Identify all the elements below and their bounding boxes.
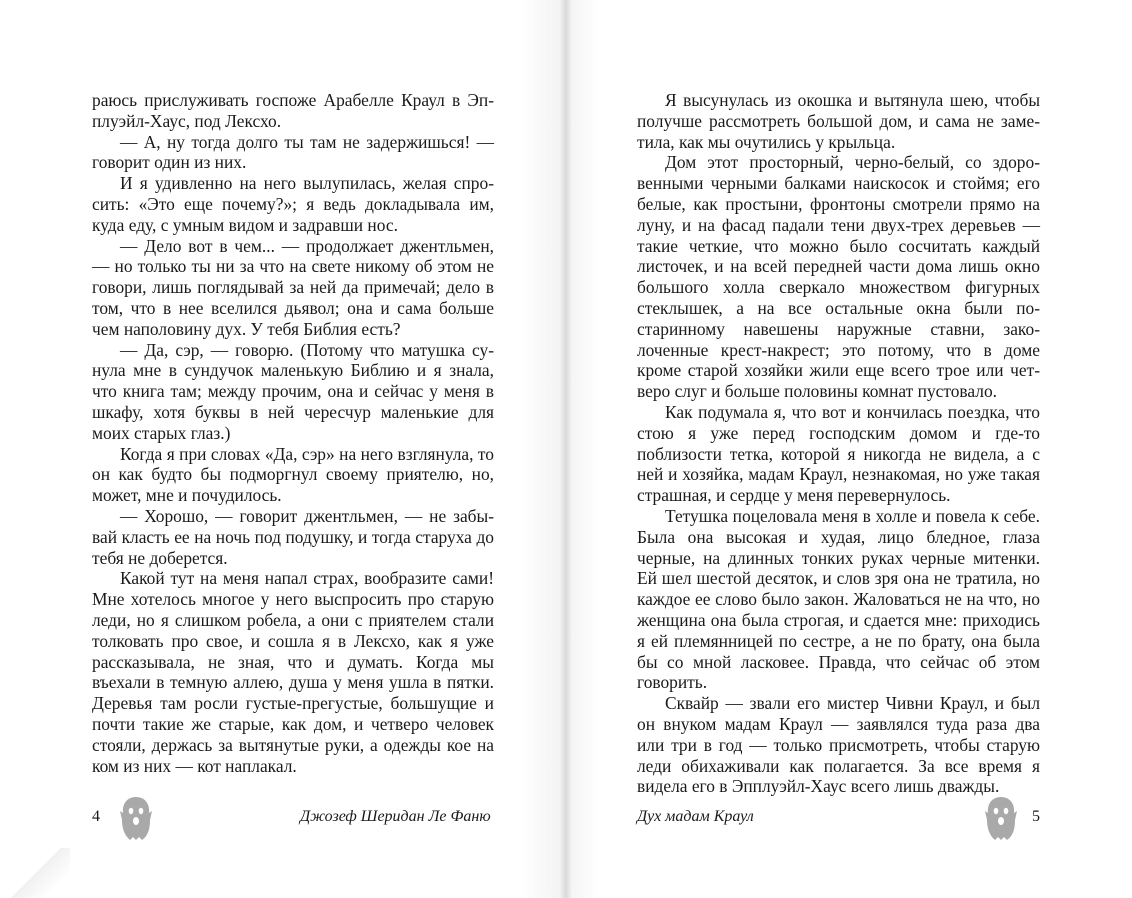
paragraph: Тетушка поцеловала меня в холле и повела к себе. Была она высокая и худая, лицо бледное, глаза черные, на длинных тонких руках черные митенки. Ей шел шестой десяток, и слов зря она не тратила, но каждое ее слово было закон. Жаловаться не на что, но женщина она была строгая, и сдается мне: приходись я ей племянницей по сестре, а не по брату, она была бы со мной ласковее. Правда, что сейчас об этом говорить. — [637, 505, 1040, 693]
left-running-title: Джозеф Шеридан Ле Фаню — [300, 808, 491, 825]
page-corner-shadow — [0, 848, 70, 898]
left-page-text — [92, 90, 494, 776]
paragraph: Дом этот просторный, черно-белый, со здоровенными черными балками наискосок и стоймя; его белые, как простыни, фронтоны смотрели прямо на луну, и на фасад падали тени двух-трех деревьев — такие четкие, что можно было сосчитать каждый листочек, и на всей передней части дома лишь окно большого холла сверкало множеством фигурных стеклышек, а на все остальные окна были по-старинному навешены наружные ставни, заколоченные крест-накрест; это потому, что в доме кроме старой хозяйки жили еще всего трое или четверо слуг и больше половины комнат пустовало. — [637, 152, 1040, 402]
paragraph: Какой тут на меня напал страх, вообразите сами! Мне хотелось многое у него выспросить про старую леди, но я слишком робела, а они с приятелем стали толковать про свое, и сошла я в Лексхо, как я уже рассказывала, не зная, что и думать. Когда мы въехали в темную аллею, душа у меня ушла в пятки. Деревья там росли густые-прегустые, большущие и почти такие же старые, как дом, и четверо человек стояли, держась за вытянутые руки, а одежды кое на ком из них — кот наплакал. — [92, 568, 494, 776]
paragraph: И я удивленно на него вылупилась, желая спросить: «Это еще почему?»; я ведь докладывала им, куда еду, с умным видом и задравши нос. — [92, 173, 494, 235]
ghost-icon — [117, 794, 155, 842]
paragraph: Когда я при словах «Да, сэр» на него взглянула, то он как будто бы подморгнул своему приятелю, но, может, мне и почудилось. — [92, 443, 494, 506]
right-page-number: 5 — [1032, 808, 1040, 825]
paragraph: — Дело вот в чем... — продолжает джентльмен, — но только ты ни за что на свете никому об этом не говори, лишь поглядывай за ней да примечай; дело в том, что в нее вселился дьявол; она и сама больше чем наполовину дух. У тебя Библия есть? — [92, 235, 494, 339]
book-gutter — [560, 0, 572, 898]
paragraph: Как подумала я, что вот и кончилась поездка, что стою я уже перед господским домом и где-то поблизости тетка, которой я никогда не видела, а с ней и хозяйка, мадам Краул, незнакомая, но уже такая страшная, и сердце у меня перевернулось. — [637, 401, 1040, 506]
paragraph: — А, ну тогда долго ты там не задержишься! — говорит один из них. — [92, 131, 494, 173]
paragraph: Я высунулась из окошка и вытянула шею, чтобы получше рассмотреть большой дом, и сама не заметила, как мы очутились у крыльца. — [637, 90, 1040, 152]
ghost-icon — [982, 794, 1020, 842]
left-page-number: 4 — [92, 808, 100, 825]
right-running-title: Дух мадам Краул — [637, 808, 754, 825]
paragraph: раюсь прислуживать госпоже Арабелле Краул в Эпплуэйл-Хаус, под Лексхо. — [92, 90, 494, 131]
paragraph: Сквайр — звали его мистер Чивни Краул, и был он внуком мадам Краул — заявлялся туда раза два или три в год — только присмотреть, чтобы старую леди обихаживали как полагается. За все время я видела его в Эпплуэйл-Хаус всего лишь дважды. — [637, 693, 1040, 797]
paragraph: — Хорошо, — говорит джентльмен, — не забывай класть ее на ночь под подушку, и тогда старуха до тебя не доберется. — [92, 505, 494, 568]
right-page-text — [637, 90, 1040, 797]
paragraph: — Да, сэр, — говорю. (Потому что матушка сунула мне в сундучок маленькую Библию и я знала, что книга там; между прочим, она и сейчас у меня в шкафу, хотя буквы в ней чересчур маленькие для моих старых глаз.) — [92, 339, 494, 443]
